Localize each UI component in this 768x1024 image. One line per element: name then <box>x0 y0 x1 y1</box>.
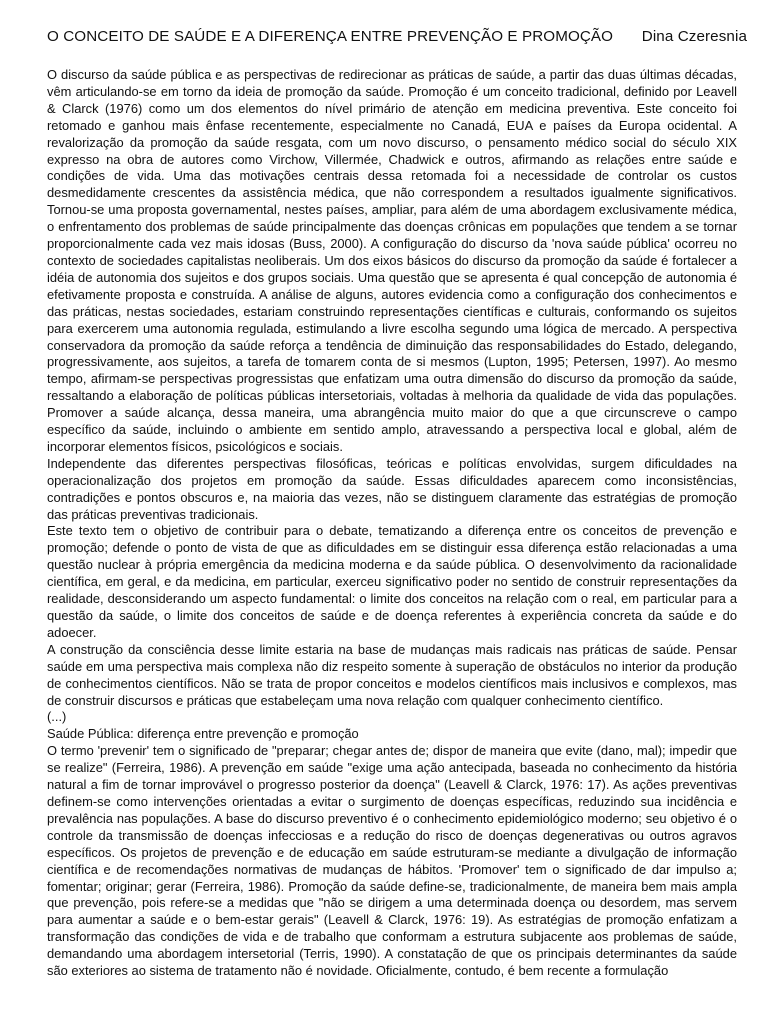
paragraph-objective: Este texto tem o objetivo de contribuir para o debate, tematizando a diferença entre os conceitos de prevenção e promoção; defende o ponto de vista de que as dificuldades em se distinguir essa diferença estão relacionadas a uma questão nuclear à própria emergência da medicina moderna e da saúde pública. O desenvolvimento da racionalidade científica, em geral, e da medicina, em particular, exerceu significativo poder no sentido de construir representações da realidade, desconsiderando um aspecto fundamental: o limite dos conceitos na relação com o real, em particular para a questão da saúde, o limite dos conceitos de saúde e de doença referentes à experiência concreta da saúde e do adoecer. <box>47 523 737 640</box>
document-title: O CONCEITO DE SAÚDE E A DIFERENÇA ENTRE PREVENÇÃO E PROMOÇÃO <box>47 28 614 45</box>
paragraph-difficulties: Independente das diferentes perspectivas filosóficas, teóricas e políticas envolvidas, surgem dificuldades na operacionalização dos projetos em promoção da saúde. Essas dificuldades aparecem como inconsistências, contradições e pontos obscuros e, na maioria das vezes, não se distinguem claramente das estratégias de promoção das práticas preventivas tradicionais. <box>47 455 737 522</box>
ellipsis: (...) <box>47 709 67 725</box>
document-author: Dina Czeresnia <box>641 28 747 45</box>
document-body <box>47 67 737 980</box>
paragraph-intro: O discurso da saúde pública e as perspectivas de redirecionar as práticas de saúde, a partir das duas últimas décadas, vêm articulando-se em torno da ideia de promoção da saúde. Promoção é um conceito tradicional, definido por Leavell & Clarck (1976) como um dos elementos do nível primário de atenção em medicina preventiva. Este conceito foi retomado e ganhou mais ênfase recentemente, especialmente no Canadá, EUA e países da Europa ocidental. A revalorização da promoção da saúde resgata, com um novo discurso, o pensamento médico social do século XIX expresso na obra de autores como Virchow, Villermée, Chadwick e outros, afirmando as relações entre saúde e condições de vida. Uma das motivações centrais dessa retomada foi a necessidade de controlar os custos desmedidamente crescentes da assistência médica, que não correspondem a resultados igualmente significativos. Tornou-se uma proposta governamental, nestes países, ampliar, para além de uma abordagem exclusivamente médica, o enfrentamento dos problemas de saúde principalmente das doenças crônicas em populações que tendem a se tornar proporcionalmente cada vez mais idosas (Buss, 2000). A configuração do discurso da 'nova saúde pública' ocorreu no contexto de sociedades capitalistas neoliberais. Um dos eixos básicos do discurso da promoção da saúde é fortalecer a idéia de autonomia dos sujeitos e dos grupos sociais. Uma questão que se apresenta é qual concepção de autonomia é efetivamente proposta e construída. A análise de alguns, autores evidencia como a configuração dos conhecimentos e das práticas, nestas sociedades, estariam construindo representações científicas e culturais, conformando os sujeitos para exercerem uma autonomia regulada, estimulando a livre escolha segundo uma lógica de mercado. A perspectiva conservadora da promoção da saúde reforça a tendência de diminuição das responsabilidades do Estado, delegando, progressivamente, aos sujeitos, a tarefa de tomarem conta de si mesmos (Lupton, 1995; Petersen, 1997). Ao mesmo tempo, afirmam-se perspectivas progressistas que enfatizam uma outra dimensão do discurso da promoção da saúde, ressaltando a elaboração de políticas públicas intersetoriais, voltadas à melhoria da qualidade de vida das populações. Promover a saúde alcança, dessa maneira, uma abrangência muito maior do que a que circunscreve o campo específico da saúde, incluindo o ambiente em sentido amplo, atravessando a perspectiva local e global, além de incorporar elementos físicos, psicológicos e sociais. <box>47 67 737 454</box>
header <box>47 28 747 45</box>
section-heading: Saúde Pública: diferença entre prevenção e promoção <box>47 726 359 742</box>
paragraph-prevention: O termo 'prevenir' tem o significado de "preparar; chegar antes de; dispor de maneira que evite (dano, mal); impedir que se realize" (Ferreira, 1986). A prevenção em saúde "exige uma ação antecipada, baseada no conhecimento da história natural a fim de tornar improvável o progresso posterior da doença" (Leavell & Clarck, 1976: 17). As ações preventivas definem-se como intervenções orientadas a evitar o surgimento de doenças específicas, reduzindo sua incidência e prevalência nas populações. A base do discurso preventivo é o conhecimento epidemiológico moderno; seu objetivo é o controle da transmissão de doenças infecciosas e a redução do risco de doenças degenerativas ou outros agravos específicos. Os projetos de prevenção e de educação em saúde estruturam-se mediante a divulgação de informação científica e de recomendações normativas de mudanças de hábitos. 'Promover' tem o significado de dar impulso a; fomentar; originar; gerar (Ferreira, 1986). Promoção da saúde define-se, tradicionalmente, de maneira bem mais ampla que prevenção, pois refere-se a medidas que "não se dirigem a uma determinada doença ou desordem, mas servem para aumentar a saúde e o bem-estar gerais" (Leavell & Clarck, 1976: 19). As estratégias de promoção enfatizam a transformação das condições de vida e de trabalho que conformam a estrutura subjacente aos problemas de saúde, demandando uma abordagem intersetorial (Terris, 1990). A constatação de que os principais determinantes da saúde são exteriores ao sistema de tratamento não é novidade. Oficialmente, contudo, é bem recente a formulação <box>47 743 737 979</box>
paragraph-consciousness: A construção da consciência desse limite estaria na base de mudanças mais radicais nas práticas de saúde. Pensar saúde em uma perspectiva mais complexa não diz respeito somente à superação de obstáculos no interior da produção de conhecimentos científicos. Não se trata de propor conceitos e modelos científicos mais inclusivos e complexos, mas de construir discursos e práticas que estabeleçam uma nova relação com qualquer conhecimento científico. <box>47 641 737 708</box>
